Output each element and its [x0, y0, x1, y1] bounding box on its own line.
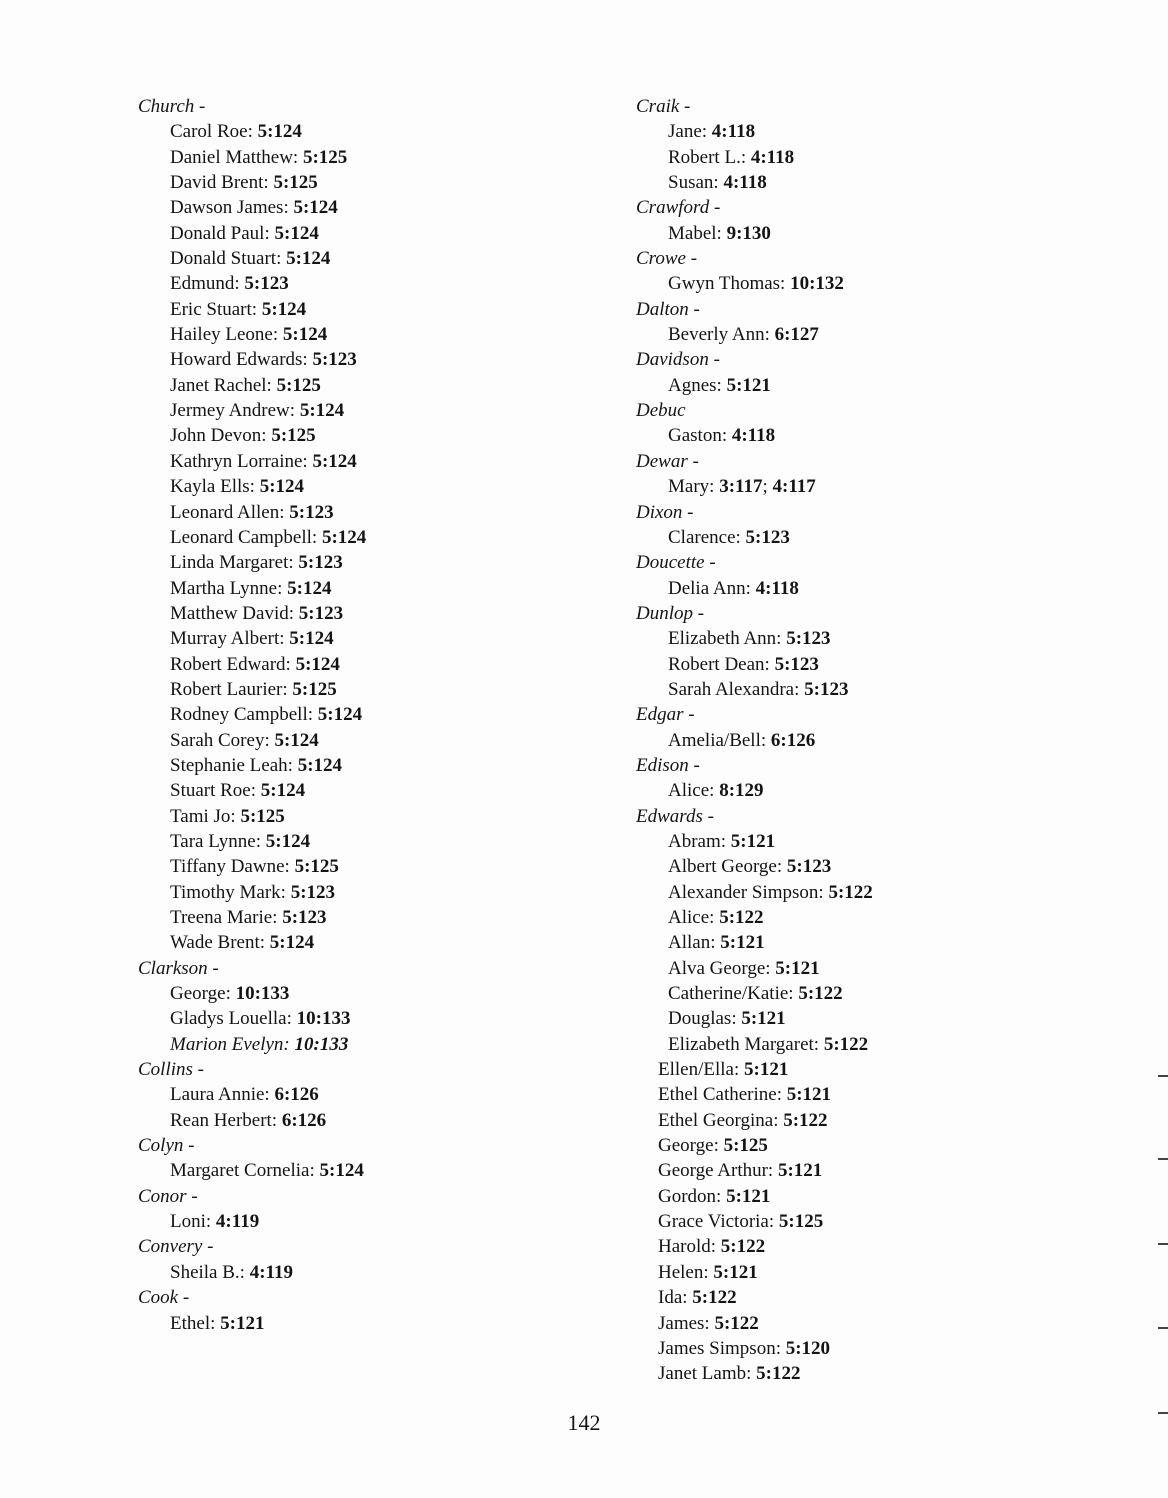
entry-reference: 5:124: [297, 754, 343, 776]
entry-name: Gladys Louella:: [170, 1008, 297, 1030]
entry-name: Robert Edward:: [170, 653, 296, 675]
entry-name: George:: [658, 1135, 724, 1157]
index-entry: [138, 297, 578, 322]
entry-reference: 5:124: [321, 526, 367, 548]
entry-reference: 10:132: [790, 273, 844, 295]
index-entry: [636, 170, 1106, 195]
entry-name: Gaston:: [668, 425, 732, 447]
entry-reference: 5:121: [777, 1160, 823, 1182]
entry-reference: 5:125: [292, 678, 337, 700]
entry-name: Catherine/Katie:: [668, 983, 799, 1005]
entry-name: Treena Marie:: [170, 907, 283, 928]
index-entry: [138, 550, 578, 575]
index-entry: [138, 576, 578, 601]
index-entry: [636, 930, 1106, 955]
index-entry: [138, 880, 578, 905]
entry-reference: 5:124: [260, 780, 306, 802]
entry-reference: 5:121: [741, 1008, 786, 1030]
entry-reference: 5:125: [778, 1211, 824, 1233]
index-entry: [636, 829, 1106, 854]
entry-name: David Brent:: [170, 172, 274, 194]
entry-name: Daniel Matthew:: [170, 146, 303, 168]
surname-heading-colyn: Colyn -: [138, 1135, 195, 1157]
entry-name: Ethel Catherine:: [658, 1084, 787, 1106]
entry-reference: 5:121: [713, 1261, 758, 1283]
index-entry: [138, 1158, 578, 1183]
entry-name: Douglas:: [668, 1008, 742, 1030]
entry-reference: 5:123: [290, 881, 336, 903]
entry-name: Edmund:: [170, 273, 245, 295]
surname-heading-crawford: Crawford -: [636, 197, 721, 219]
entry-name: Eric Stuart:: [170, 298, 262, 320]
entry-name: Allan:: [668, 932, 721, 954]
entry-reference: 5:123: [745, 526, 790, 548]
surname-heading-debuc: Debuc: [636, 400, 686, 422]
entry-reference: 5:123: [786, 856, 832, 878]
entry-name: Tiffany Dawne:: [170, 856, 295, 878]
surname-heading-edwards: Edwards -: [636, 805, 714, 827]
index-entry: [636, 1260, 1106, 1285]
entry-reference: 5:123: [244, 273, 289, 295]
entry-reference: 4:118: [755, 577, 799, 599]
index-entry: [636, 880, 1106, 905]
entry-name: Alva George:: [668, 957, 776, 979]
index-entry: [138, 677, 578, 702]
index-entry: [138, 930, 578, 955]
index-entry: [636, 1158, 1106, 1183]
index-entry: [636, 1336, 1106, 1361]
entry-reference: 5:124: [259, 476, 305, 498]
surname-heading-conor: Conor -: [138, 1185, 198, 1207]
index-entry: [636, 373, 1106, 398]
entry-name: Gordon:: [658, 1185, 727, 1207]
entry-name: James Simpson:: [658, 1337, 786, 1359]
index-entry: [138, 981, 578, 1006]
entry-reference: 5:123: [774, 653, 819, 675]
index-entry: [138, 753, 578, 778]
index-entry: [138, 195, 578, 220]
entry-reference: 5:121: [726, 1185, 771, 1207]
index-entry: [138, 145, 578, 170]
index-entry: [138, 119, 578, 144]
index-entry: [138, 271, 578, 296]
entry-reference: 5:120: [785, 1337, 831, 1359]
entry-reference: 5:124: [257, 121, 302, 143]
entry-reference: 5:123: [289, 501, 334, 523]
entry-reference: 6:126: [274, 1084, 319, 1106]
index-entry: [138, 702, 578, 727]
entry-name: Sarah Alexandra:: [668, 678, 805, 700]
index-entry: [636, 1361, 1106, 1386]
entry-reference: 5:121: [744, 1059, 789, 1081]
entry-reference: 5:124: [319, 1160, 364, 1182]
index-entry: [138, 804, 578, 829]
entry-name: Carol Roe:: [170, 121, 258, 143]
index-entry: [138, 1006, 578, 1031]
index-entry: [138, 1108, 578, 1133]
entry-name: Mary:: [668, 476, 720, 498]
edge-mark: [1158, 1243, 1168, 1245]
entry-reference: 4:118: [723, 172, 767, 194]
index-entry: [636, 778, 1106, 803]
entry-reference: 5:124: [265, 830, 311, 852]
entry-reference: 5:121: [726, 374, 771, 396]
entry-name: George:: [170, 983, 236, 1005]
entry-reference: 5:124: [312, 450, 357, 472]
entry-reference: 5:125: [294, 856, 339, 878]
surname-heading-craik: Craik -: [636, 96, 691, 117]
entry-reference: 5:124: [274, 222, 319, 244]
entry-name: Rodney Campbell:: [170, 704, 318, 726]
index-entry: [636, 1184, 1106, 1209]
index-entry: [636, 677, 1106, 702]
entry-name: George Arthur:: [658, 1160, 778, 1182]
entry-name: Albert George:: [668, 856, 787, 878]
entry-name: Janet Lamb:: [658, 1363, 757, 1385]
entry-name: Ida:: [658, 1287, 693, 1309]
entry-name: Alexander Simpson:: [668, 881, 829, 903]
entry-name: Leonard Campbell:: [170, 526, 322, 548]
entry-reference: 6:126: [281, 1109, 327, 1131]
entry-name: Kathryn Lorraine:: [170, 450, 313, 472]
entry-reference: 5:125: [273, 172, 318, 194]
entry-reference: 10:133: [296, 1008, 351, 1030]
entry-reference: 5:121: [775, 957, 820, 979]
entry-reference: 5:124: [287, 577, 332, 599]
index-entry: [138, 347, 578, 372]
entry-name: Stuart Roe:: [170, 780, 261, 802]
entry-reference: 5:122: [720, 1236, 766, 1258]
surname-heading-crowe: Crowe -: [636, 248, 698, 270]
index-entry: [138, 373, 578, 398]
surname-heading-dewar: Dewar -: [636, 450, 699, 472]
entry-reference: 5:122: [828, 881, 873, 903]
entry-name: Elizabeth Margaret:: [668, 1033, 824, 1055]
index-entry: [636, 1133, 1106, 1158]
index-entry: [138, 525, 578, 550]
entry-reference: 5:123: [312, 349, 357, 371]
entry-name: Murray Albert:: [170, 628, 290, 650]
index-entry: [636, 905, 1106, 930]
index-entry: [636, 728, 1106, 753]
entry-name: Hailey Leone:: [170, 324, 283, 346]
entry-reference: 8:129: [719, 780, 764, 802]
entry-name: Elizabeth Ann:: [668, 628, 787, 650]
entry-name: Timothy Mark:: [170, 881, 291, 903]
index-entry: [138, 322, 578, 347]
entry-name: Linda Margaret:: [170, 552, 299, 574]
entry-reference: 5:124: [269, 932, 315, 954]
entry-reference: 5:124: [295, 653, 340, 675]
entry-reference: 5:123: [786, 628, 831, 650]
index-entry: [636, 119, 1106, 144]
surname-heading-edison: Edison -: [636, 754, 700, 776]
index-entry: [636, 652, 1106, 677]
entry-name: Donald Stuart:: [170, 248, 287, 270]
entry-reference: 6:127: [774, 324, 819, 346]
entry-reference: 5:122: [756, 1363, 801, 1385]
index-entry: [138, 728, 578, 753]
surname-heading-church: Church -: [138, 96, 206, 117]
index-entry: [636, 1057, 1106, 1082]
entry-reference: 5:124: [317, 704, 363, 726]
index-entry: [138, 652, 578, 677]
entry-name: Martha Lynne:: [170, 577, 288, 599]
entry-name: Robert Laurier:: [170, 678, 293, 700]
index-entry: [138, 1311, 578, 1336]
index-entry: [636, 322, 1106, 347]
entry-name: Matthew David:: [170, 602, 299, 624]
entry-name: Abram:: [668, 830, 731, 852]
index-entry: [636, 576, 1106, 601]
surname-heading-davidson: Davidson -: [636, 349, 720, 371]
entry-name: Ethel Georgina:: [658, 1109, 784, 1131]
entry-name: Janet Rachel:: [170, 374, 277, 396]
entry-name: Grace Victoria:: [658, 1211, 779, 1233]
entry-name: Susan:: [668, 172, 724, 194]
index-entry: [636, 1234, 1106, 1259]
entry-reference: 4:117: [772, 476, 816, 498]
entry-name: Harold:: [658, 1236, 721, 1258]
entry-name: Amelia/Bell:: [668, 729, 771, 751]
page-number: 142: [567, 1410, 601, 1435]
index-entry: [138, 398, 578, 423]
entry-reference: 5:123: [298, 602, 344, 624]
entry-reference: 5:121: [730, 830, 776, 852]
entry-name: Tami Jo:: [170, 805, 241, 827]
edge-mark: [1158, 1412, 1168, 1414]
entry-name: Helen:: [658, 1261, 714, 1283]
surname-heading-collins: Collins -: [138, 1059, 204, 1081]
entry-name: Agnes:: [668, 374, 727, 396]
entry-name: Loni:: [170, 1211, 216, 1233]
index-entry: [636, 1285, 1106, 1310]
index-entry: [138, 601, 578, 626]
surname-heading-dunlop: Dunlop -: [636, 602, 705, 624]
entry-name: Margaret Cornelia:: [170, 1160, 320, 1182]
entry-name: Sheila B.:: [170, 1261, 250, 1283]
index-entry: [138, 905, 578, 930]
entry-name: James:: [658, 1312, 715, 1334]
entry-name: Rean Herbert:: [170, 1109, 282, 1131]
entry-reference: 5:122: [714, 1312, 759, 1334]
entry-separator: ;: [762, 476, 773, 498]
entry-name: Kayla Ells:: [170, 476, 260, 498]
entry-reference: 5:122: [798, 983, 843, 1005]
index-entry: [636, 1209, 1106, 1234]
edge-mark: [1158, 1158, 1168, 1160]
entry-reference: 5:121: [720, 932, 765, 954]
index-entry: [636, 981, 1106, 1006]
index-entry: [138, 1260, 578, 1285]
entry-reference: 5:121: [220, 1312, 265, 1334]
entry-name: Jane:: [668, 121, 712, 143]
index-entry: [636, 1082, 1106, 1107]
entry-reference: 5:123: [298, 552, 343, 574]
index-entry: [138, 1082, 578, 1107]
surname-heading-doucette: Doucette -: [636, 552, 716, 574]
index-entry: [138, 1032, 578, 1057]
index-entry: [138, 626, 578, 651]
entry-name: Leonard Allen:: [170, 501, 290, 523]
index-entry: [138, 246, 578, 271]
index-entry: [636, 271, 1106, 296]
entry-name: Robert L.:: [668, 146, 751, 168]
entry-name: Alice:: [668, 780, 720, 802]
surname-heading-clarkson: Clarkson -: [138, 957, 219, 979]
entry-reference: 5:121: [786, 1084, 832, 1106]
entry-name: Sarah Corey:: [170, 729, 275, 751]
entry-reference: 5:123: [282, 907, 327, 928]
index-entry: [138, 221, 578, 246]
index-entry: [138, 829, 578, 854]
index-entry: [636, 854, 1106, 879]
entry-reference: 6:126: [770, 729, 816, 751]
entry-name: Ellen/Ella:: [658, 1059, 745, 1081]
entry-name: Stephanie Leah:: [170, 754, 298, 776]
entry-name: Tara Lynne:: [170, 830, 266, 852]
entry-reference: 5:125: [302, 146, 348, 168]
entry-reference: 5:125: [271, 425, 316, 447]
index-entry: [138, 500, 578, 525]
entry-reference: 9:130: [726, 222, 771, 244]
index-entry: [138, 449, 578, 474]
entry-reference: 3:117: [719, 476, 763, 498]
entry-name: Jermey Andrew:: [170, 400, 300, 422]
index-entry: [138, 474, 578, 499]
entry-name: Robert Dean:: [668, 653, 775, 675]
entry-reference: 5:123: [804, 678, 849, 700]
edge-mark: [1158, 1075, 1168, 1077]
entry-reference: 5:122: [692, 1287, 737, 1309]
entry-reference: 4:119: [215, 1211, 260, 1233]
index-entry: [138, 1209, 578, 1234]
entry-reference: 5:124: [286, 248, 331, 270]
surname-heading-dalton: Dalton -: [636, 298, 700, 320]
entry-reference: 5:124: [293, 197, 338, 219]
index-entry: [636, 1006, 1106, 1031]
surname-heading-cook: Cook -: [138, 1287, 190, 1309]
index-entry: [636, 423, 1106, 448]
index-entry: [636, 1032, 1106, 1057]
entry-reference: 10:133: [294, 1033, 349, 1055]
index-column-left: [138, 94, 578, 1336]
entry-reference: 5:122: [783, 1109, 828, 1131]
entry-reference: 5:122: [719, 907, 764, 928]
entry-reference: 10:133: [235, 983, 290, 1005]
index-column-right: [636, 94, 1106, 1387]
entry-name: Alice:: [668, 907, 720, 928]
entry-reference: 5:124: [289, 628, 334, 650]
index-entry: [138, 854, 578, 879]
index-entry: [636, 956, 1106, 981]
index-entry: [636, 525, 1106, 550]
index-entry: [138, 170, 578, 195]
entry-reference: 5:124: [299, 400, 345, 422]
entry-name: Ethel:: [170, 1312, 221, 1334]
entry-reference: 5:124: [282, 324, 328, 346]
entry-reference: 4:118: [711, 121, 756, 143]
entry-reference: 5:124: [261, 298, 307, 320]
entry-name: Delia Ann:: [668, 577, 756, 599]
entry-name: Beverly Ann:: [668, 324, 775, 346]
entry-reference: 5:125: [240, 805, 285, 827]
entry-reference: 4:119: [249, 1261, 293, 1283]
entry-reference: 5:124: [274, 729, 319, 751]
entry-name: Laura Annie:: [170, 1084, 275, 1106]
edge-mark: [1158, 1327, 1168, 1329]
index-entry: [636, 1311, 1106, 1336]
entry-name: Dawson James:: [170, 197, 294, 219]
index-entry: [138, 778, 578, 803]
surname-heading-convery: Convery -: [138, 1236, 214, 1258]
index-entry: [138, 423, 578, 448]
surname-heading-edgar: Edgar -: [636, 704, 695, 726]
entry-name: Donald Paul:: [170, 222, 275, 244]
entry-name: Wade Brent:: [170, 932, 270, 954]
entry-reference: 5:125: [723, 1135, 768, 1157]
entry-reference: 4:118: [731, 425, 776, 447]
surname-heading-dixon: Dixon -: [636, 501, 694, 523]
entry-name: John Devon:: [170, 425, 272, 447]
index-entry: [636, 626, 1106, 651]
index-entry: [636, 145, 1106, 170]
entry-name: Clarence:: [668, 526, 746, 548]
entry-reference: 5:122: [823, 1033, 869, 1055]
entry-name: Howard Edwards:: [170, 349, 313, 371]
entry-name: Gwyn Thomas:: [668, 273, 791, 295]
entry-reference: 4:118: [750, 146, 795, 168]
index-entry: [636, 1108, 1106, 1133]
entry-name: Mabel:: [668, 222, 727, 244]
index-entry: [636, 221, 1106, 246]
entry-reference: 5:125: [276, 374, 321, 396]
entry-name: Marion Evelyn:: [170, 1033, 295, 1055]
index-entry: [636, 474, 1106, 499]
